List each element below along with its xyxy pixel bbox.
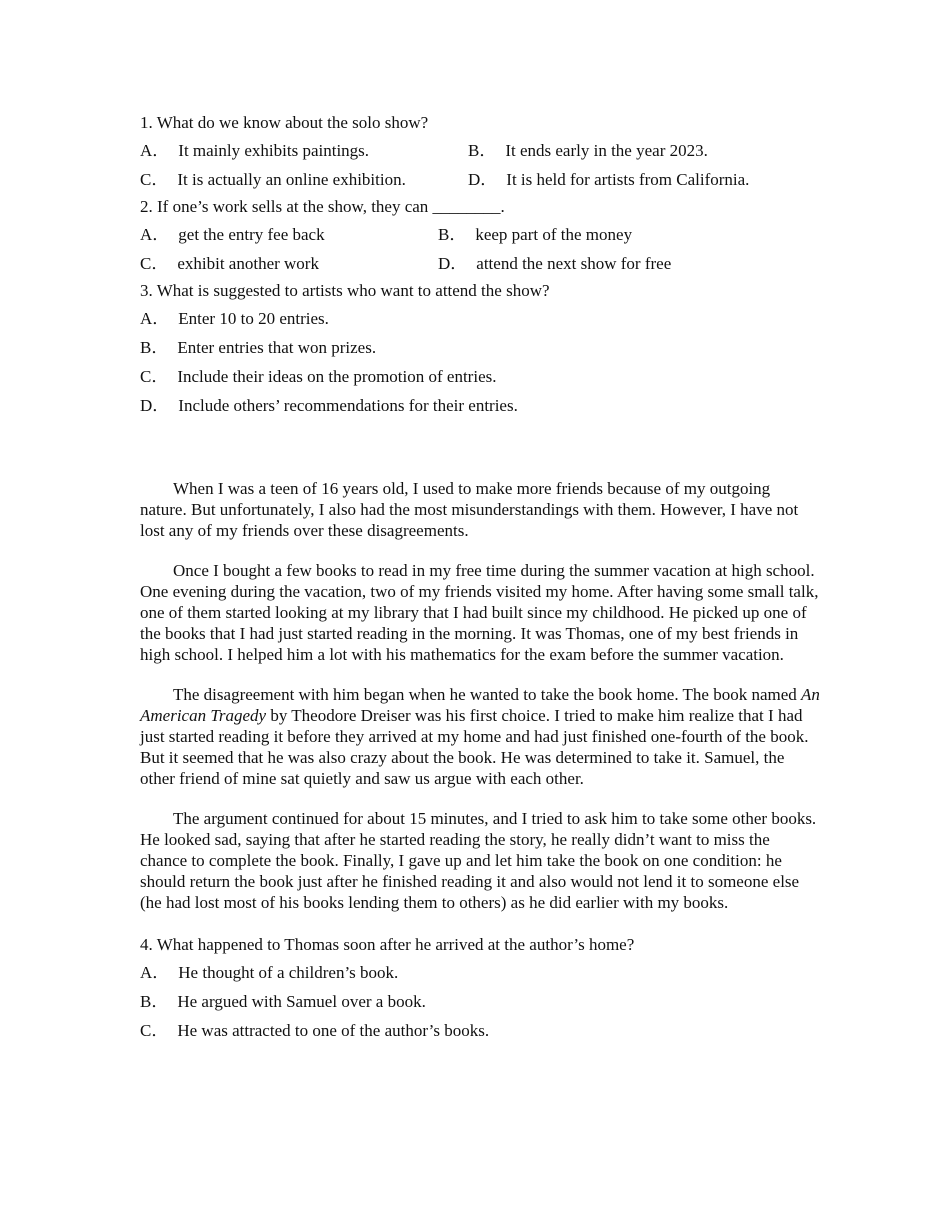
passage-paragraph-3: The disagreement with him began when he wanted to take the book home. The book named An American Tragedy by Theodore Dreiser was his first choice. I tried to make him realize that I had just started reading it before they arrived at my home and had just finished one-fourth of the book. But it seemed that he was also crazy about the book. He was determined to take it. Samuel, the other friend of mine sat quietly and saw us argue with each other. [140, 685, 820, 788]
question-4 [140, 932, 820, 1045]
option-a: A． get the entry fee back [140, 225, 325, 244]
option-d: D． attend the next show for free [438, 254, 672, 273]
option-b: B． It ends early in the year 2023. [468, 141, 708, 160]
option-c: C． He was attracted to one of the author’s books. [140, 1021, 490, 1040]
question-2 [140, 194, 820, 278]
option-b: B． He argued with Samuel over a book. [140, 992, 426, 1011]
option-row [140, 136, 820, 165]
question-1 [140, 110, 820, 194]
reading-passage [140, 478, 820, 913]
section-gap [140, 420, 820, 478]
passage-paragraph-1: When I was a teen of 16 years old, I used to make more friends because of my outgoing nature. But unfortunately, I also had the most misunderstandings with them. However, I have not lost any of my friends over these disagreements. [140, 479, 799, 540]
option-row [140, 249, 820, 278]
option-d: D． Include others’ recommendations for their entries. [140, 396, 518, 415]
option-a: A． He thought of a children’s book. [140, 963, 399, 982]
book-title: An American Tragedy [140, 685, 820, 725]
passage-paragraph-2: Once I bought a few books to read in my free time during the summer vacation at high school. One evening during the vacation, two of my friends visited my home. After having some small talk, one of them started looking at my library that I had built since my childhood. He picked up one of the books that I had just started reading in the morning. It was Thomas, one of my best friends in high school. I helped him a lot with his mathematics for the exam before the summer vacation. [140, 561, 819, 664]
passage-paragraph-4: The argument continued for about 15 minutes, and I tried to ask him to take some other books. He looked sad, saying that after he started reading the story, he really didn’t want to miss the chance to complete the book. Finally, I gave up and let him take the book on one condition: he should return the book just after he finished reading it and also would not lend it to someone else (he had lost most of his books lending them to others) as he did earlier with my books. [140, 809, 817, 912]
option-b: B． Enter entries that won prizes. [140, 338, 377, 357]
question-stem: 3. What is suggested to artists who want to attend the show? [140, 281, 550, 300]
option-row [140, 220, 820, 249]
question-3 [140, 278, 820, 420]
document-page [140, 110, 820, 1045]
option-a: A． It mainly exhibits paintings. [140, 141, 370, 160]
question-stem: 4. What happened to Thomas soon after he arrived at the author’s home? [140, 935, 635, 954]
option-b: B． keep part of the money [438, 225, 633, 244]
option-a: A． Enter 10 to 20 entries. [140, 309, 329, 328]
option-d: D． It is held for artists from California. [468, 170, 750, 189]
option-row [140, 165, 820, 194]
option-c: C． Include their ideas on the promotion of entries. [140, 367, 497, 386]
question-stem: 1. What do we know about the solo show? [140, 113, 429, 132]
question-stem: 2. If one’s work sells at the show, they can ________. [140, 197, 505, 216]
option-c: C． exhibit another work [140, 254, 319, 273]
option-c: C． It is actually an online exhibition. [140, 170, 406, 189]
